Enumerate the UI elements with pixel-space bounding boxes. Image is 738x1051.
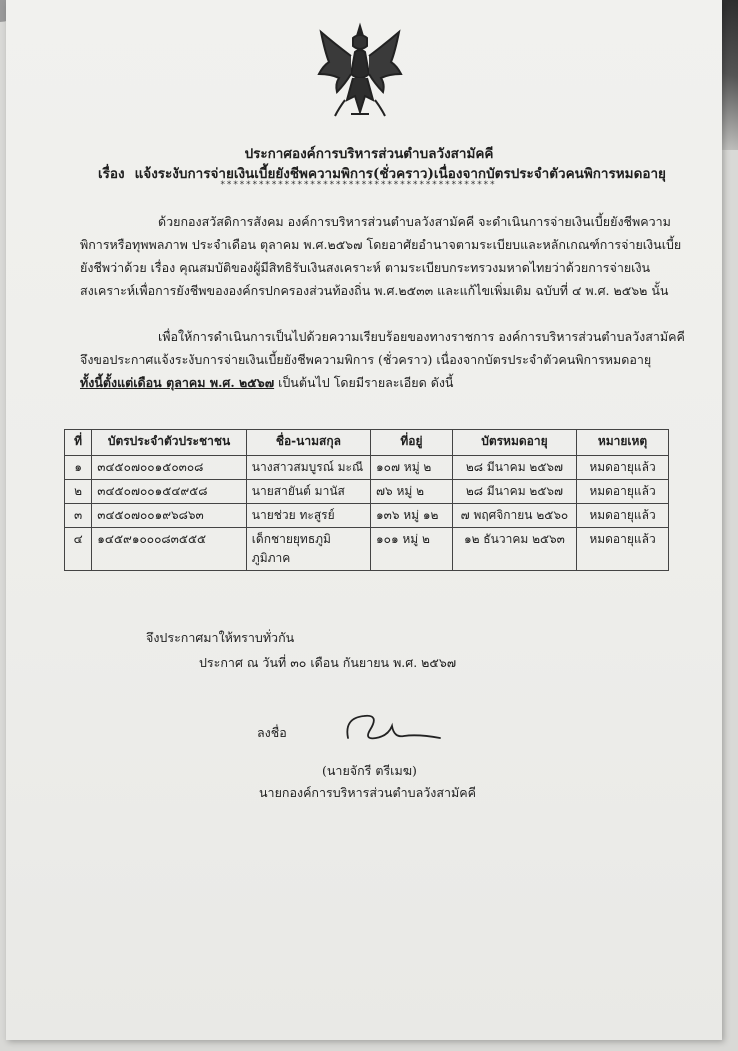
cell-no: ๒ (65, 480, 92, 504)
handwritten-signature (340, 708, 445, 748)
signer-position: นายกองค์การบริหารส่วนตำบลวังสามัคคี (259, 785, 477, 800)
cell-note: หมดอายุแล้ว (577, 504, 669, 528)
header-address: ที่อยู่ (371, 430, 453, 456)
cell-address: ๗๖ หมู่ ๒ (371, 480, 453, 504)
paragraph-line: จึงขอประกาศแจ้งระงับการจ่ายเงินเบี้ยยังชีพความพิการ (ชั่วคราว) เนื่องจากบัตรประจำตัวคนพิการหมดอายุ (80, 352, 652, 367)
cell-note: หมดอายุแล้ว (577, 480, 669, 504)
signature-label: ลงชื่อ (257, 725, 287, 740)
table-row (65, 504, 669, 528)
cell-no: ๑ (65, 456, 92, 480)
header-no: ที่ (65, 430, 92, 456)
table-row (65, 528, 669, 571)
effective-prefix: ทั้งนี้ (80, 375, 103, 390)
cell-name: เด็กชายยุทธภูมิ ภูมิภาค (246, 528, 370, 571)
header-note: หมายเหตุ (577, 430, 669, 456)
cell-expiry: ๒๘ มีนาคม ๒๕๖๗ (452, 480, 576, 504)
table-row (65, 456, 669, 480)
paragraph-1 (80, 210, 681, 302)
paragraph-line: ด้วยกองสวัสดิการสังคม องค์การบริหารส่วนตำบลวังสามัคคี จะดำเนินการจ่ายเงินเบี้ยยังชีพความ (158, 214, 671, 229)
cell-no: ๓ (65, 504, 92, 528)
cell-id-card: ๓๔๕๐๗๐๐๑๕๔๙๕๘ (92, 480, 247, 504)
paragraph-2 (80, 325, 685, 394)
cell-address: ๑๐๑ หมู่ ๒ (371, 528, 453, 571)
cell-name: นางสาวสมบูรณ์ มะณี (246, 456, 370, 480)
cell-expiry: ๑๒ ธันวาคม ๒๕๖๓ (452, 528, 576, 571)
paragraph-line (80, 371, 685, 394)
separator-stars: ******************************************* (220, 180, 496, 190)
paragraph-line: ยังชีพว่าด้วย เรื่อง คุณสมบัติของผู้มีสิทธิรับเงินสงเคราะห์ ตามระเบียบกระทรวงมหาดไทยว่าด้วยการจ่ายเงิน (80, 260, 651, 275)
header-id-card: บัตรประจำตัวประชาชน (92, 430, 247, 456)
cell-note: หมดอายุแล้ว (577, 528, 669, 571)
effective-suffix: เป็นต้นไป โดยมีรายละเอียด ดังนี้ (274, 375, 454, 390)
cell-address: ๑๓๖ หมู่ ๑๒ (371, 504, 453, 528)
announcement-date: ประกาศ ณ วันที่ ๓๐ เดือน กันยายน พ.ศ. ๒๕๖๗ (199, 655, 457, 670)
header-name: ชื่อ-นามสกุล (246, 430, 370, 456)
document-title (0, 142, 738, 164)
garuda-emblem-icon (315, 22, 405, 120)
suspension-table (64, 429, 669, 571)
effective-date: ตั้งแต่เดือน ตุลาคม พ.ศ. ๒๕๖๗ (102, 375, 275, 390)
subject-label: เรื่อง (98, 166, 125, 182)
subject-text: แจ้งระงับการจ่ายเงินเบี้ยยังชีพความพิการ(ชั่วคราว)เนื่องจากบัตรประจำตัวคนพิการหมดอายุ (134, 166, 666, 182)
paragraph-line: เพื่อให้การดำเนินการเป็นไปด้วยความเรียบร้อยของทางราชการ องค์การบริหารส่วนตำบลวังสามัคคี (158, 329, 685, 344)
closing-statement: จึงประกาศมาให้ทราบทั่วกัน (146, 630, 295, 645)
cell-id-card: ๓๔๕๐๗๐๐๑๕๐๓๐๘ (92, 456, 247, 480)
cell-name: นายสายันต์ มานัส (246, 480, 370, 504)
cell-address: ๑๐๗ หมู่ ๒ (371, 456, 453, 480)
cell-id-card: ๑๔๕๙๑๐๐๐๘๓๕๕๕ (92, 528, 247, 571)
cell-expiry: ๗ พฤศจิกายน ๒๕๖๐ (452, 504, 576, 528)
signer-name: (นายจักรี ตรีเมฆ) (322, 763, 417, 778)
paragraph-line: สงเคราะห์เพื่อการยังชีพขององค์กรปกครองส่วนท้องถิ่น พ.ศ.๒๕๓๓ และแก้ไขเพิ่มเติม ฉบับที่ ๔ พ.ศ. ๒๕๖๒ นั้น (80, 283, 669, 298)
cell-id-card: ๓๔๕๐๗๐๐๑๙๖๘๖๓ (92, 504, 247, 528)
cell-note: หมดอายุแล้ว (577, 456, 669, 480)
table-header-row (65, 430, 669, 456)
cell-no: ๔ (65, 528, 92, 571)
cell-name: นายช่วย ทะสูรย์ (246, 504, 370, 528)
table-row (65, 480, 669, 504)
cell-expiry: ๒๘ มีนาคม ๒๕๖๗ (452, 456, 576, 480)
header-expiry: บัตรหมดอายุ (452, 430, 576, 456)
announcement-title: ประกาศองค์การบริหารส่วนตำบลวังสามัคคี (244, 146, 494, 162)
paragraph-line: พิการหรือทุพพลภาพ ประจำเดือน ตุลาคม พ.ศ.๒๕๖๗ โดยอาศัยอำนาจตามระเบียบและหลักเกณฑ์การจ่ายเงินเบี้ย (80, 237, 682, 252)
